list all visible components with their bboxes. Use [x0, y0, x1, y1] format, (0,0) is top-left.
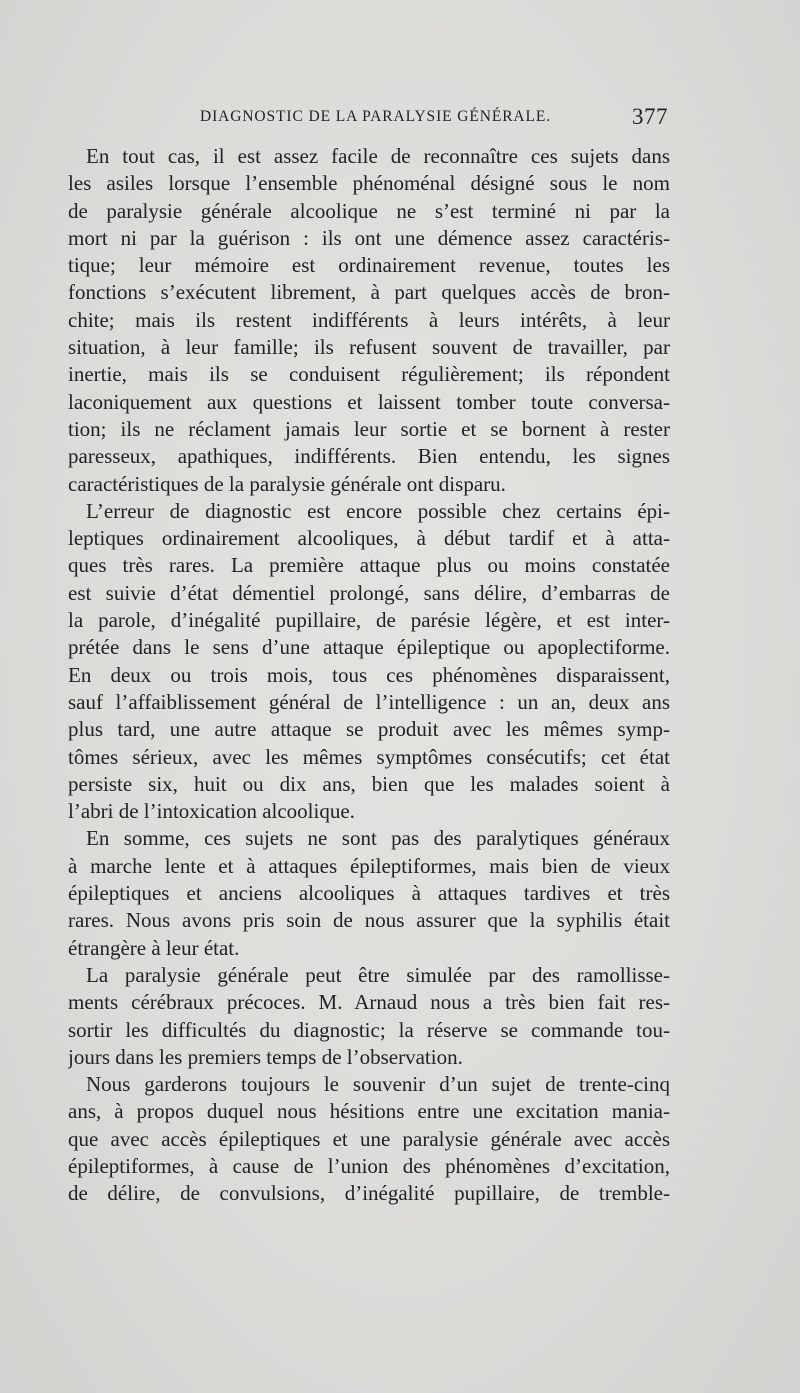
text-line: situation, à leur famille; ils refusent souvent de travailler, par — [68, 335, 670, 360]
text-line: les asiles lorsque l’ensemble phénoménal désigné sous le nom — [68, 171, 670, 196]
text-line: de paralysie générale alcoolique ne s’est terminé ni par la — [68, 198, 670, 223]
text-line: ments cérébraux précoces. M. Arnaud nous a très bien fait res- — [68, 990, 670, 1015]
text-line: sauf l’affaiblissement général de l’intelligence : un an, deux ans — [68, 689, 670, 714]
text-line: jours dans les premiers temps de l’observation. — [68, 1044, 463, 1069]
text-line: caractéristiques de la paralysie générale ont disparu. — [68, 471, 506, 496]
page-number: 377 — [632, 104, 668, 129]
text-line: En somme, ces sujets ne sont pas des paralytiques généraux — [86, 826, 670, 851]
text-line: ques très rares. La première attaque plus ou moins constatée — [68, 553, 670, 578]
text-line: tômes sérieux, avec les mêmes symptômes consécutifs; cet état — [68, 744, 670, 769]
running-title: DIAGNOSTIC DE LA PARALYSIE GÉNÉRALE. — [200, 108, 552, 125]
text-line: laconiquement aux questions et laissent tomber toute conversa- — [68, 389, 670, 414]
text-line: mort ni par la guérison : ils ont une démence assez caractéris- — [68, 225, 670, 250]
text-line: de délire, de convulsions, d’inégalité pupillaire, de tremble- — [68, 1181, 670, 1206]
text-line: sortir les difficultés du diagnostic; la réserve se commande tou- — [68, 1017, 670, 1042]
text-line: prétée dans le sens d’une attaque épileptique ou apoplectiforme. — [68, 635, 670, 660]
body-text — [68, 143, 670, 1208]
text-line: fonctions s’exécutent librement, à part quelques accès de bron- — [68, 280, 670, 305]
text-line: la parole, d’inégalité pupillaire, de parésie légère, et est inter- — [68, 608, 670, 633]
page-header — [200, 104, 668, 134]
text-line: à marche lente et à attaques épileptiformes, mais bien de vieux — [68, 853, 670, 878]
text-line: En deux ou trois mois, tous ces phénomènes disparaissent, — [68, 662, 670, 687]
text-line: leptiques ordinairement alcooliques, à début tardif et à atta- — [68, 526, 670, 551]
text-line: La paralysie générale peut être simulée par des ramollisse- — [86, 962, 670, 987]
text-line: chite; mais ils restent indifférents à leurs intérêts, à leur — [68, 307, 670, 332]
text-line: ans, à propos duquel nous hésitions entre une excitation mania- — [68, 1099, 670, 1124]
text-line: paresseux, apathiques, indifférents. Bien entendu, les signes — [68, 444, 670, 469]
text-line: que avec accès épileptiques et une paralysie générale avec accès — [68, 1126, 670, 1151]
text-line: inertie, mais ils se conduisent régulièrement; ils répondent — [68, 362, 670, 387]
text-line: Nous garderons toujours le souvenir d’un sujet de trente-cinq — [86, 1072, 670, 1097]
text-line: rares. Nous avons pris soin de nous assurer que la syphilis était — [68, 908, 670, 933]
text-line: est suivie d’état démentiel prolongé, sans délire, d’embarras de — [68, 580, 670, 605]
text-line: épileptiques et anciens alcooliques à attaques tardives et très — [68, 881, 670, 906]
text-line: l’abri de l’intoxication alcoolique. — [68, 799, 355, 824]
text-line: plus tard, une autre attaque se produit avec les mêmes symp- — [68, 717, 670, 742]
text-line: épileptiformes, à cause de l’union des phénomènes d’excitation, — [68, 1153, 670, 1178]
text-line: persiste six, huit ou dix ans, bien que les malades soient à — [68, 771, 670, 796]
text-line: étrangère à leur état. — [68, 935, 240, 960]
text-line: tion; ils ne réclament jamais leur sortie et se bornent à rester — [68, 416, 670, 441]
text-line: L’erreur de diagnostic est encore possible chez certains épi- — [86, 498, 670, 523]
text-line: En tout cas, il est assez facile de reconnaître ces sujets dans — [86, 144, 670, 168]
text-line: tique; leur mémoire est ordinairement revenue, toutes les — [68, 253, 670, 278]
